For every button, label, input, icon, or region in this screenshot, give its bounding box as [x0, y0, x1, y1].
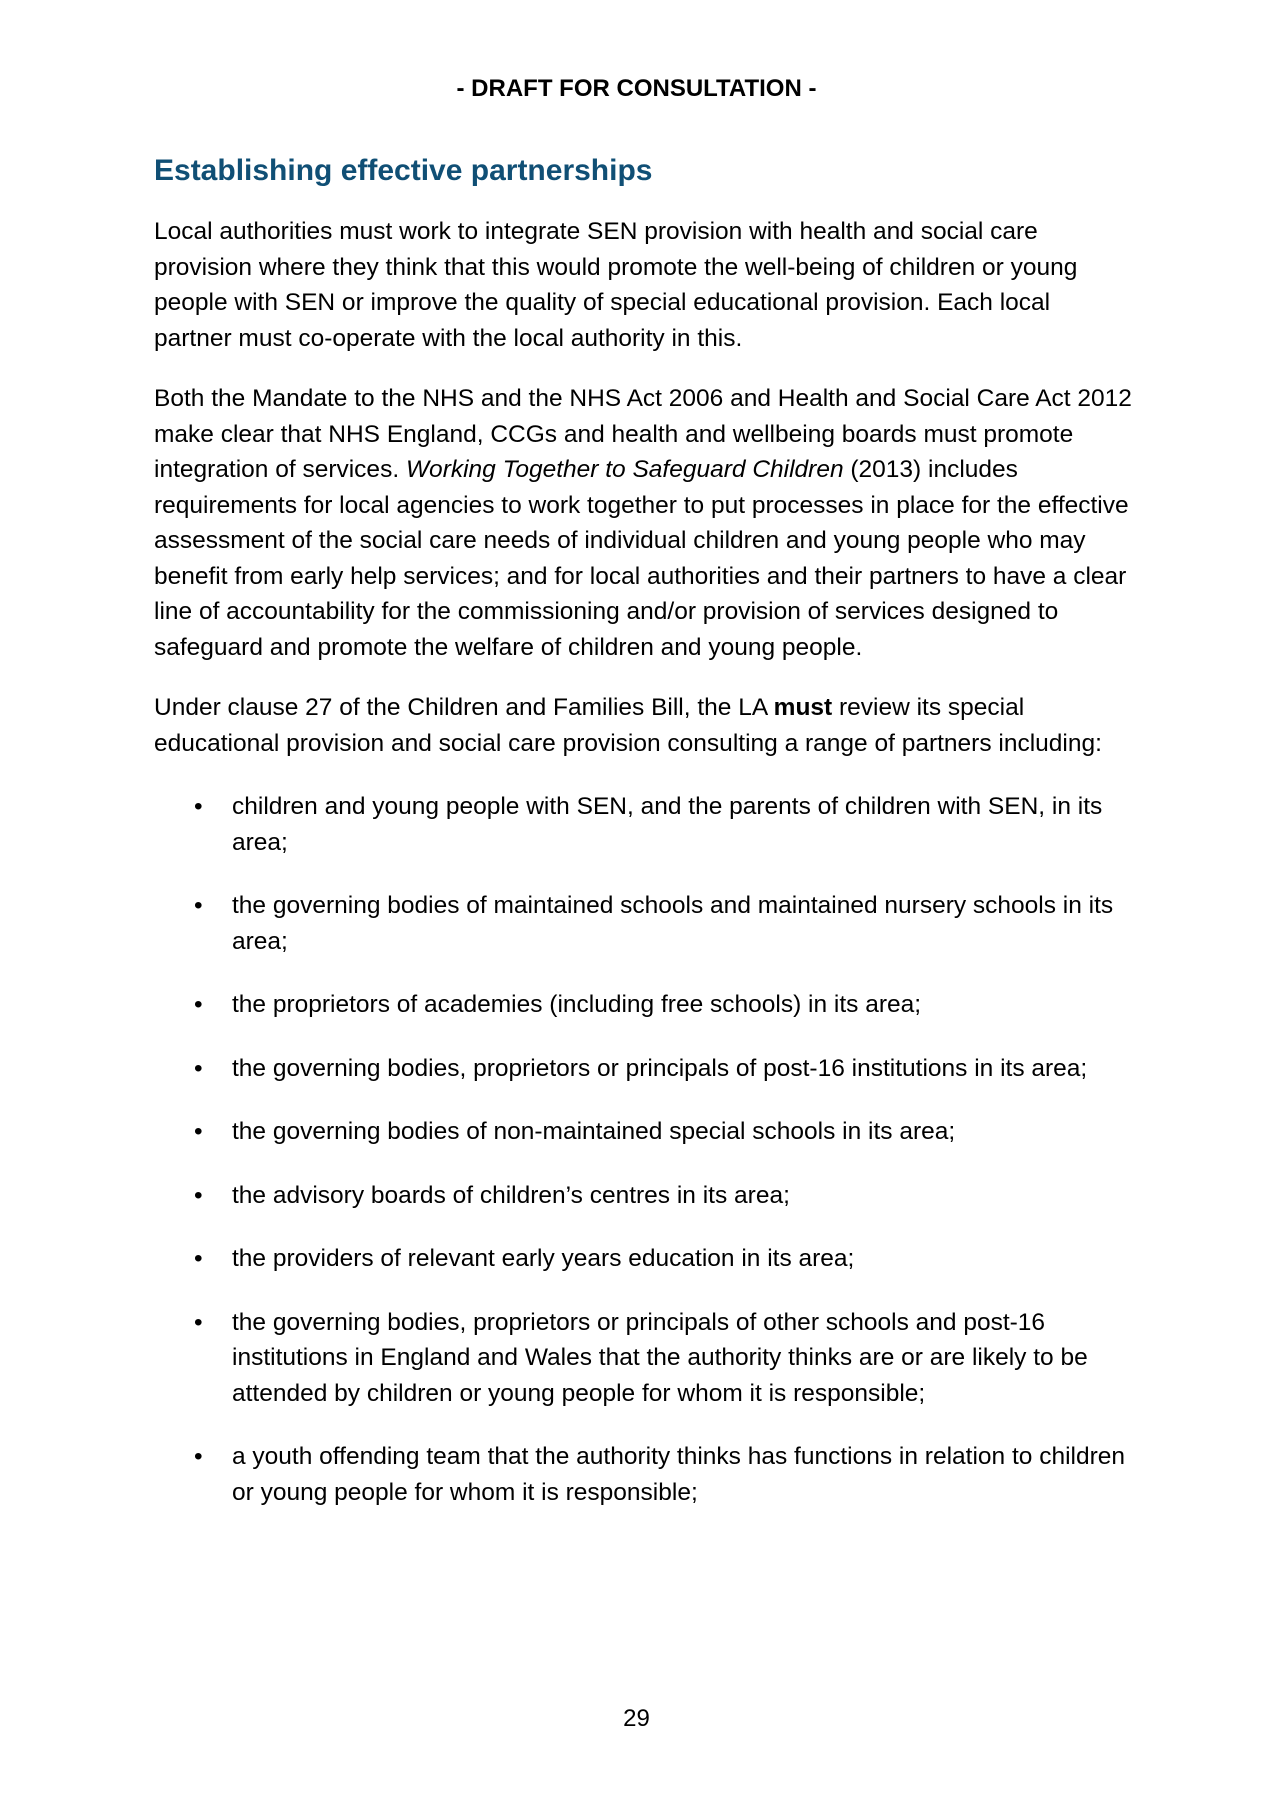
bullet-icon: •: [194, 1443, 203, 1470]
list-item-text: the governing bodies, proprietors or principals of post-16 institutions in its area;: [232, 1054, 1088, 1082]
list-item-text: the proprietors of academies (including free schools) in its area;: [232, 991, 922, 1018]
list-item: [154, 1178, 1134, 1214]
paragraph-text: Both the Mandate to the NHS and the NHS Act 2006 and Health and Social Care Act 2012 make clear that NHS England, CCGs and health and wellbeing boards must promote integration of services.: [154, 385, 1132, 483]
list-item: [154, 888, 1134, 959]
paragraph-text: (2013) includes requirements for local agencies to work together to put processes in place for the effective assessment of the social care needs of individual children and young people who may benefit from early help services; and for local authorities and their partners to have a clear line of accountability for the commissioning and/or provision of services designed to safeguard and promote the welfare of children and young people.: [154, 456, 1129, 661]
bullet-icon: •: [194, 991, 203, 1018]
list-item: [154, 789, 1134, 860]
list-item: [154, 1051, 1134, 1087]
list-item-text: children and young people with SEN, and the parents of children with SEN, in its area;: [232, 793, 1103, 856]
list-item: [154, 1439, 1134, 1510]
emphasis-must: must: [773, 694, 833, 721]
paragraph-text: review its special educational provision and social care provision consulting a range of partners including:: [154, 694, 1102, 757]
bullet-icon: •: [194, 1118, 203, 1145]
bullet-icon: •: [194, 1181, 203, 1209]
bullet-icon: •: [194, 1245, 203, 1272]
bullet-icon: •: [194, 1054, 203, 1082]
paragraph-clause-27: [154, 690, 1134, 761]
list-item: [154, 1114, 1134, 1150]
list-item-text: the governing bodies, proprietors or principals of other schools and post-16 institutions in England and Wales that the authority thinks are or are likely to be attended by children or young people for whom it is responsible;: [232, 1308, 1088, 1407]
bullet-icon: •: [194, 892, 203, 919]
list-item-text: the providers of relevant early years education in its area;: [232, 1245, 855, 1272]
publication-title: Working Together to Safeguard Children: [405, 456, 844, 483]
paragraph-integration: Local authorities must work to integrate SEN provision with health and social care provision where they think that this would promote the well-being of children or young people with SEN or improve the quality of special educational provision. Each local partner must co-operate with the local authority in this.: [154, 218, 1078, 352]
draft-header: - DRAFT FOR CONSULTATION -: [456, 75, 817, 102]
list-item-text: the advisory boards of children’s centres in its area;: [232, 1181, 790, 1209]
list-item-text: the governing bodies of non-maintained special schools in its area;: [232, 1118, 956, 1145]
list-item: [154, 987, 1134, 1023]
list-item-text: a youth offending team that the authority thinks has functions in relation to children or young people for whom it is responsible;: [232, 1443, 1125, 1506]
paragraph-nhs-mandate: [154, 381, 1134, 665]
list-item: [154, 1305, 1134, 1412]
bullet-icon: •: [194, 793, 203, 820]
list-item: [154, 1241, 1134, 1277]
bullet-icon: •: [194, 1308, 203, 1336]
body-content: [154, 214, 1134, 1538]
list-item-text: the governing bodies of maintained schools and maintained nursery schools in its area;: [232, 892, 1114, 955]
section-title: Establishing effective partnerships: [154, 154, 653, 187]
paragraph-text: Under clause 27 of the Children and Families Bill, the LA: [154, 694, 774, 721]
page-number: 29: [623, 1705, 650, 1732]
partners-list: [154, 789, 1134, 1510]
